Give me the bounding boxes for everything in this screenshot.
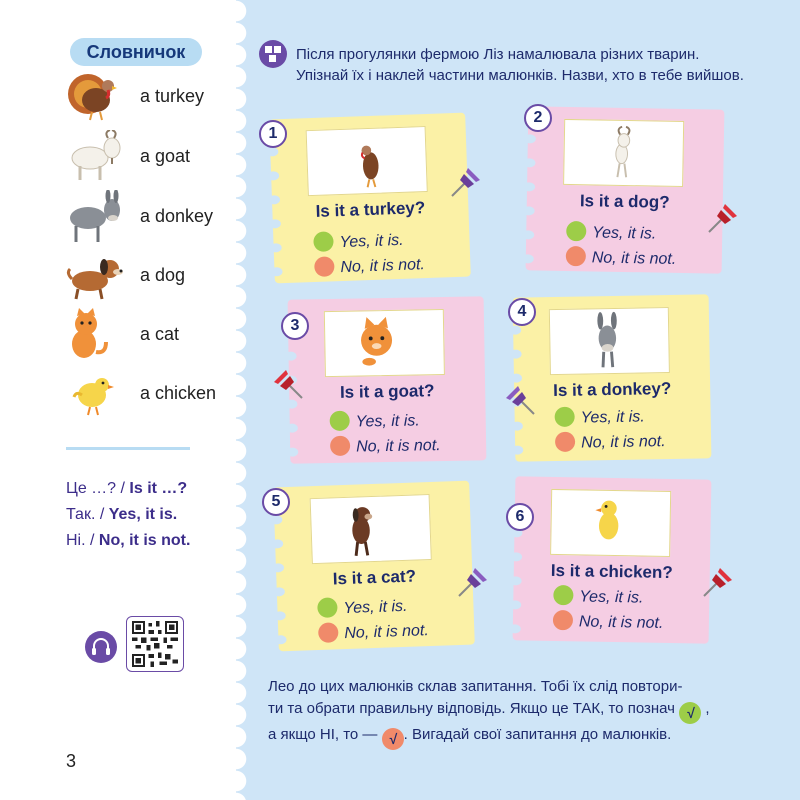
- vocab-item-donkey: [62, 190, 232, 244]
- card-question: Is it a chicken?: [550, 560, 673, 583]
- phrase-ua: Ні. /: [66, 532, 99, 549]
- chicken-picture-icon: [551, 490, 670, 556]
- answer-no-text: No, it is not.: [344, 622, 430, 643]
- donkey-picture-icon: [550, 308, 669, 374]
- vocab-item-dog: [62, 249, 232, 303]
- vocab-item-goat: [62, 130, 232, 184]
- audio-button[interactable]: [85, 631, 117, 663]
- yes-dot-icon[interactable]: [553, 585, 573, 605]
- instruction-text: [296, 44, 776, 86]
- card-question: Is it a donkey?: [552, 378, 672, 401]
- picture-frame: [324, 309, 445, 377]
- answer-yes-text: Yes, it is.: [339, 231, 404, 252]
- yes-dot-icon[interactable]: [313, 231, 334, 252]
- yes-dot-icon[interactable]: [554, 407, 574, 427]
- vocab-word: a cat: [140, 324, 180, 344]
- card-number-badge: 6: [506, 503, 534, 531]
- picture-frame: [306, 126, 428, 196]
- instruction-line: Упізнай їх і наклей частини малюнків. Назви, хто в тебе вийшов.: [296, 67, 744, 84]
- yes-dot-icon[interactable]: [317, 597, 338, 618]
- turkey-icon: [62, 70, 128, 124]
- vocabulary-title: Словничок: [70, 38, 202, 66]
- answer-no[interactable]: [555, 430, 666, 453]
- answer-yes[interactable]: [330, 409, 420, 432]
- phrase-no: [66, 532, 190, 550]
- purple-pushpin-icon: [498, 378, 540, 420]
- cat-icon: [62, 308, 128, 362]
- card-number-badge: 1: [259, 120, 287, 148]
- vocab-word: a chicken: [140, 383, 217, 403]
- bottom-line-text: ти та обрати правильну відповідь. Якщо це ТАК, то познач: [268, 700, 675, 717]
- answer-yes-text: Yes, it is.: [592, 224, 657, 243]
- dog-icon: [62, 249, 128, 303]
- card-5: [273, 481, 475, 652]
- goat-picture-icon: [564, 120, 683, 186]
- answer-yes[interactable]: [317, 595, 408, 619]
- answer-yes-text: Yes, it is.: [579, 588, 644, 607]
- bottom-line: Лео до цих малюнків склав запитання. Тобі їх слід повтори-: [268, 678, 683, 695]
- card-number-badge: 3: [281, 312, 309, 340]
- answer-yes-text: Yes, it is.: [343, 597, 408, 618]
- card-question: Is it a turkey?: [315, 198, 426, 221]
- card-question: Is it a dog?: [579, 191, 670, 212]
- answer-yes-text: Yes, it is.: [580, 408, 645, 427]
- yes-dot-icon[interactable]: [330, 411, 350, 431]
- cat-picture-icon: [325, 310, 444, 376]
- card-number-badge: 5: [262, 488, 290, 516]
- bottom-line-text: . Вигадай свої запитання до малюнків.: [403, 726, 672, 743]
- check-orange-icon: √: [382, 728, 404, 750]
- no-dot-icon[interactable]: [330, 436, 350, 456]
- answer-yes[interactable]: [566, 221, 656, 244]
- answer-yes-text: Yes, it is.: [355, 412, 420, 431]
- purple-pushpin-icon: [453, 560, 495, 602]
- vocab-item-chicken: [62, 367, 232, 421]
- card-question: Is it a cat?: [332, 566, 417, 589]
- answer-yes[interactable]: [313, 229, 404, 253]
- page-number: 3: [66, 751, 77, 771]
- bottom-line-text: а якщо НІ, то —: [268, 726, 378, 743]
- red-pushpin-icon: [698, 560, 740, 602]
- answer-no-text: No, it is not.: [591, 249, 677, 268]
- vocab-item-turkey: [62, 70, 232, 124]
- answer-no[interactable]: [318, 619, 429, 644]
- phrase-yes: [66, 506, 177, 524]
- red-pushpin-icon: [266, 362, 308, 404]
- turkey-picture-icon: [307, 127, 427, 195]
- answer-no-text: No, it is not.: [356, 437, 441, 456]
- phrase-en: Is it …?: [129, 480, 188, 497]
- picture-frame: [549, 307, 670, 375]
- donkey-icon: [62, 190, 128, 244]
- yes-dot-icon[interactable]: [566, 221, 586, 241]
- phrase-en: Yes, it is.: [108, 506, 178, 523]
- answer-no[interactable]: [553, 610, 664, 633]
- vocabulary-sidebar: [0, 0, 236, 800]
- card-3: [288, 296, 487, 463]
- answer-yes[interactable]: [553, 585, 643, 608]
- chicken-icon: [62, 367, 128, 421]
- picture-frame: [310, 494, 432, 564]
- qr-code-icon: [131, 621, 179, 667]
- card-question: Is it a goat?: [339, 381, 435, 402]
- red-pushpin-icon: [703, 196, 745, 238]
- picture-frame: [550, 489, 671, 557]
- no-dot-icon[interactable]: [566, 246, 586, 266]
- vocab-word: a goat: [140, 146, 191, 166]
- answer-yes[interactable]: [554, 405, 644, 428]
- phrase-ua: Це …? /: [66, 480, 130, 497]
- card-number-badge: 4: [508, 298, 536, 326]
- answer-no[interactable]: [566, 246, 677, 269]
- no-dot-icon[interactable]: [318, 622, 339, 643]
- no-dot-icon[interactable]: [555, 432, 575, 452]
- check-green-icon: √: [679, 702, 701, 724]
- goat-icon: [62, 130, 128, 184]
- vocab-word: a donkey: [140, 206, 214, 226]
- divider: [66, 447, 190, 450]
- vocab-word: a turkey: [140, 86, 205, 106]
- card-1: [269, 113, 471, 284]
- answer-no-text: No, it is not.: [340, 256, 426, 277]
- vocab-item-cat: [62, 308, 232, 362]
- card-6: [513, 476, 712, 643]
- answer-no[interactable]: [314, 253, 425, 278]
- phrase-ua: Так. /: [66, 506, 109, 523]
- answer-no-text: No, it is not.: [578, 613, 664, 632]
- card-2: [526, 106, 725, 273]
- answer-no-text: No, it is not.: [580, 433, 666, 452]
- bottom-line: ти та обрати правильну відповідь. Якщо це ТАК, то познач √ ,: [268, 698, 768, 724]
- qr-code[interactable]: [126, 616, 184, 672]
- answer-no[interactable]: [330, 434, 441, 457]
- phrase-en: No, it is not.: [98, 532, 191, 549]
- bottom-instruction: [268, 676, 768, 750]
- instruction-line: Після прогулянки фермою Ліз намалювала різних тварин.: [296, 46, 700, 63]
- card-4: [513, 294, 712, 461]
- card-number-badge: 2: [524, 104, 552, 132]
- dog-picture-icon: [311, 495, 431, 563]
- no-dot-icon[interactable]: [553, 610, 573, 630]
- vocab-word: a dog: [140, 265, 186, 285]
- bottom-line: [268, 724, 768, 750]
- headphones-icon: [85, 631, 117, 663]
- phrase-question: [66, 480, 187, 498]
- picture-frame: [563, 119, 684, 187]
- abc-blocks-icon: [259, 40, 287, 68]
- scalloped-edge: [225, 0, 247, 800]
- purple-pushpin-icon: [446, 160, 488, 202]
- no-dot-icon[interactable]: [314, 256, 335, 277]
